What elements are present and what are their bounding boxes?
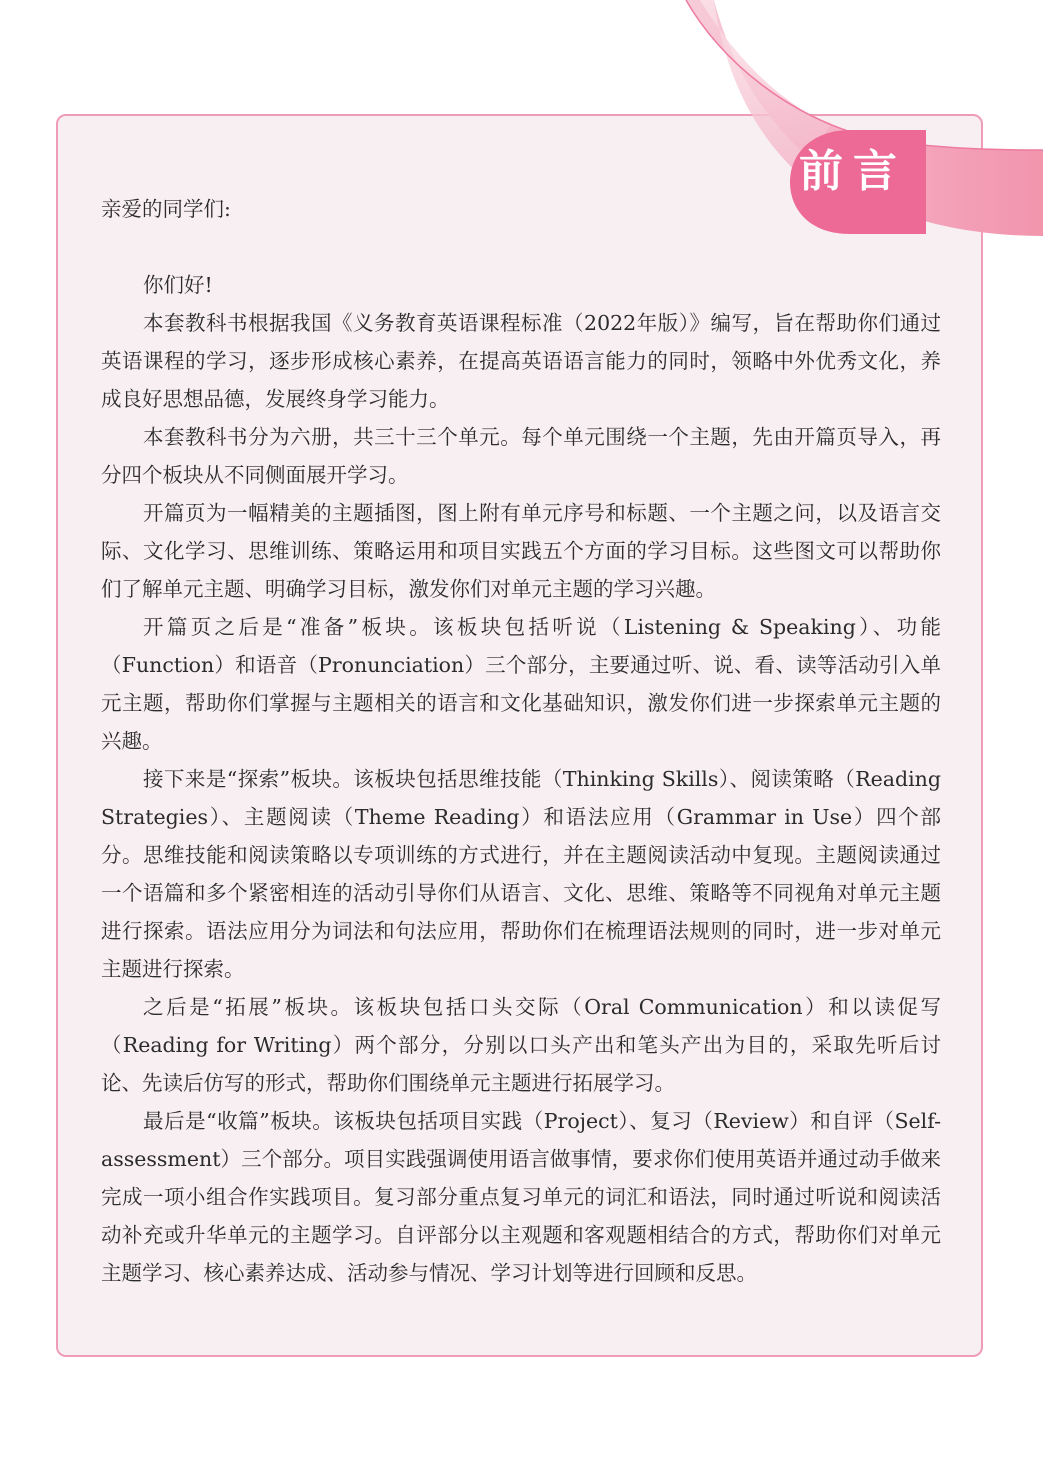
paragraph-preparation: 开篇页之后是“准备”板块。该板块包括听说（Listening & Speaking）、功能（Function）和语音（Pronunciation）三个部分，主要通过听、说、看、读等活动引入单元主题，帮助你们掌握与主题相关的语言和文化基础知识，激发你们进一步探索单元主题的兴趣。 xyxy=(101,615,941,753)
page-title: 前言 xyxy=(799,146,907,197)
paragraph-intro: 本套教科书根据我国《义务教育英语课程标准（2022年版）》编写，旨在帮助你们通过英语课程的学习，逐步形成核心素养，在提高英语语言能力的同时，领略中外优秀文化，养成良好思想品德，发展终身学习能力。 xyxy=(101,311,941,411)
paragraph-conclusion: 最后是“收篇”板块。该板块包括项目实践（Project）、复习（Review）和自评（Self-assessment）三个部分。项目实践强调使用语言做事情，要求你们使用英语并通过动手做来完成一项小组合作实践项目。复习部分重点复习单元的词汇和语法，同时通过听说和阅读活动补充或升华单元的主题学习。自评部分以主观题和客观题相结合的方式，帮助你们对单元主题学习、核心素养达成、活动参与情况、学习计划等进行回顾和反思。 xyxy=(101,1109,941,1285)
paragraph-opening-page: 开篇页为一幅精美的主题插图，图上附有单元序号和标题、一个主题之问，以及语言交际、文化学习、思维训练、策略运用和项目实践五个方面的学习目标。这些图文可以帮助你们了解单元主题、明确学习目标，激发你们对单元主题的学习兴趣。 xyxy=(101,501,941,601)
paragraph-structure: 本套教科书分为六册，共三十三个单元。每个单元围绕一个主题，先由开篇页导入，再分四个板块从不同侧面展开学习。 xyxy=(101,425,941,487)
title-badge xyxy=(790,130,926,234)
greeting: 你们好! xyxy=(143,273,213,297)
salutation: 亲爱的同学们: xyxy=(101,197,231,221)
preface-body xyxy=(101,190,941,1292)
paragraph-exploration: 接下来是“探索”板块。该板块包括思维技能（Thinking Skills）、阅读策略（Reading Strategies）、主题阅读（Theme Reading）和语法应用（Grammar in Use）四个部分。思维技能和阅读策略以专项训练的方式进行，并在主题阅读活动中复现。主题阅读通过一个语篇和多个紧密相连的活动引导你们从语言、文化、思维、策略等不同视角对单元主题进行探索。语法应用分为词法和句法应用，帮助你们在梳理语法规则的同时，进一步对单元主题进行探索。 xyxy=(101,767,941,981)
paragraph-extension: 之后是“拓展”板块。该板块包括口头交际（Oral Communication）和以读促写（Reading for Writing）两个部分，分别以口头产出和笔头产出为目的，采取先听后讨论、先读后仿写的形式，帮助你们围绕单元主题进行拓展学习。 xyxy=(101,995,941,1095)
